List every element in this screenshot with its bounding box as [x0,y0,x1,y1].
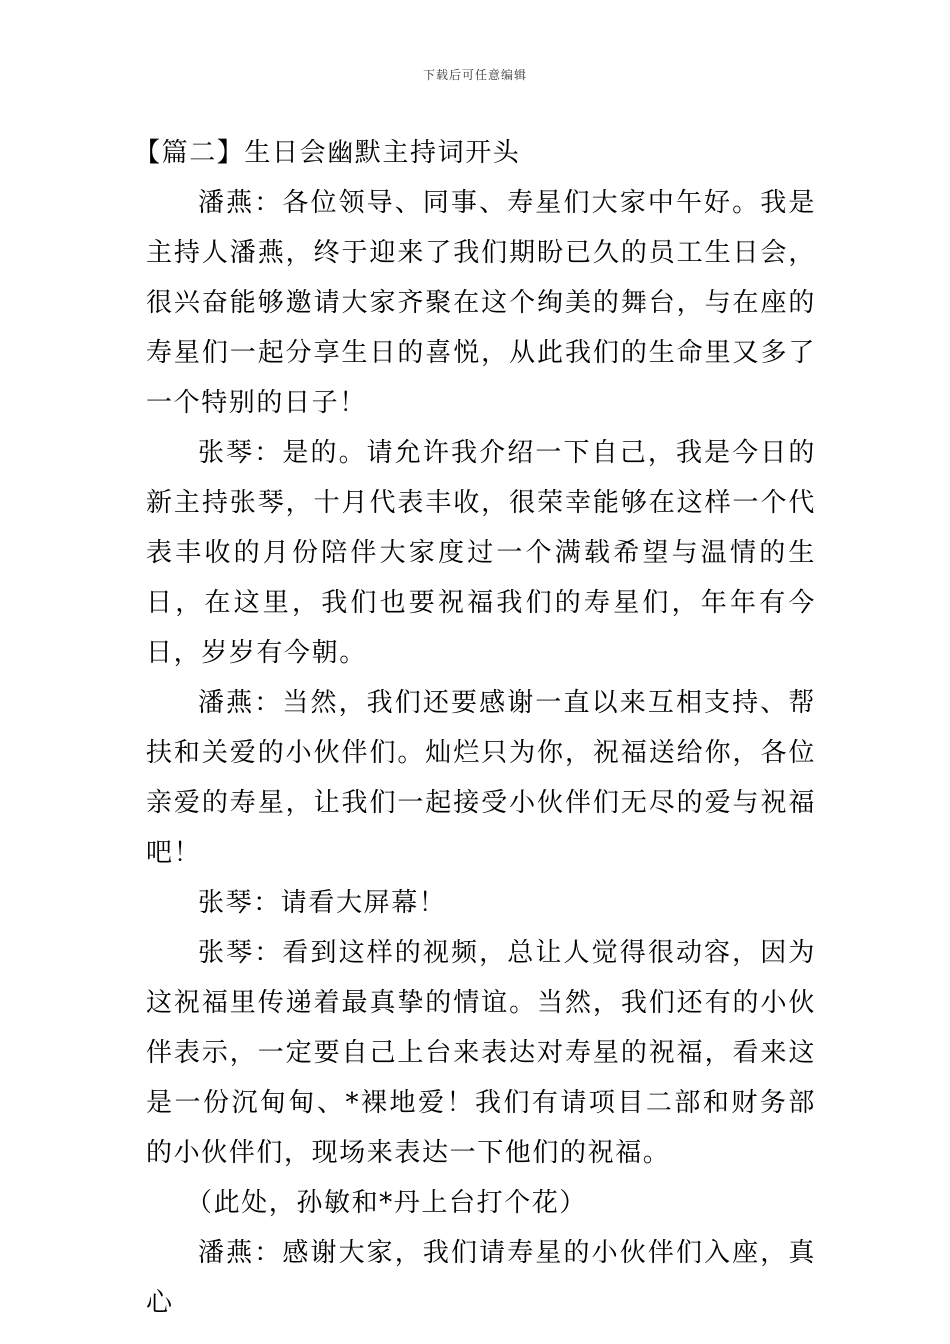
paragraph-big-screen: 张琴：请看大屏幕！ [198,888,447,918]
paragraph-thanks-panyan: 潘燕：当然，我们还要感谢一直以来互相支持、帮扶和关爱的小伙伴们。灿烂只为你，祝福送给你，各位亲爱的寿星，让我们一起接受小伙伴们无尽的爱与祝福吧！ [146,688,816,868]
document-body [134,128,816,1328]
document-heading: 【篇二】生日会幽默主持词开头 [134,138,521,168]
paragraph-intro-zhangqin: 张琴：是的。请允许我介绍一下自己，我是今日的新主持张琴，十月代表丰收，很荣幸能够在这样一个代表丰收的月份陪伴大家度过一个满载希望与温情的生日，在这里，我们也要祝福我们的寿星们，年年有今日，岁岁有今朝。 [146,438,816,668]
header-note: 下载后可任意编辑 [422,68,527,82]
paragraph-stage-note: （此处，孙敏和*丹上台打个花） [186,1188,588,1218]
paragraph-video-zhangqin: 张琴：看到这样的视频，总让人觉得很动容，因为这祝福里传递着最真挚的情谊。当然，我们还有的小伙伴表示，一定要自己上台来表达对寿星的祝福，看来这是一份沉甸甸、*裸地爱！我们有请项目二部和财务部的小伙伴们，现场来表达一下他们的祝福。 [146,938,816,1168]
paragraph-seat-panyan: 潘燕：感谢大家，我们请寿星的小伙伴们入座，真心 [146,1238,816,1318]
paragraph-intro-panyan: 潘燕：各位领导、同事、寿星们大家中午好。我是主持人潘燕，终于迎来了我们期盼已久的员工生日会，很兴奋能够邀请大家齐聚在这个绚美的舞台，与在座的寿星们一起分享生日的喜悦，从此我们的生命里又多了一个特别的日子！ [146,188,816,418]
